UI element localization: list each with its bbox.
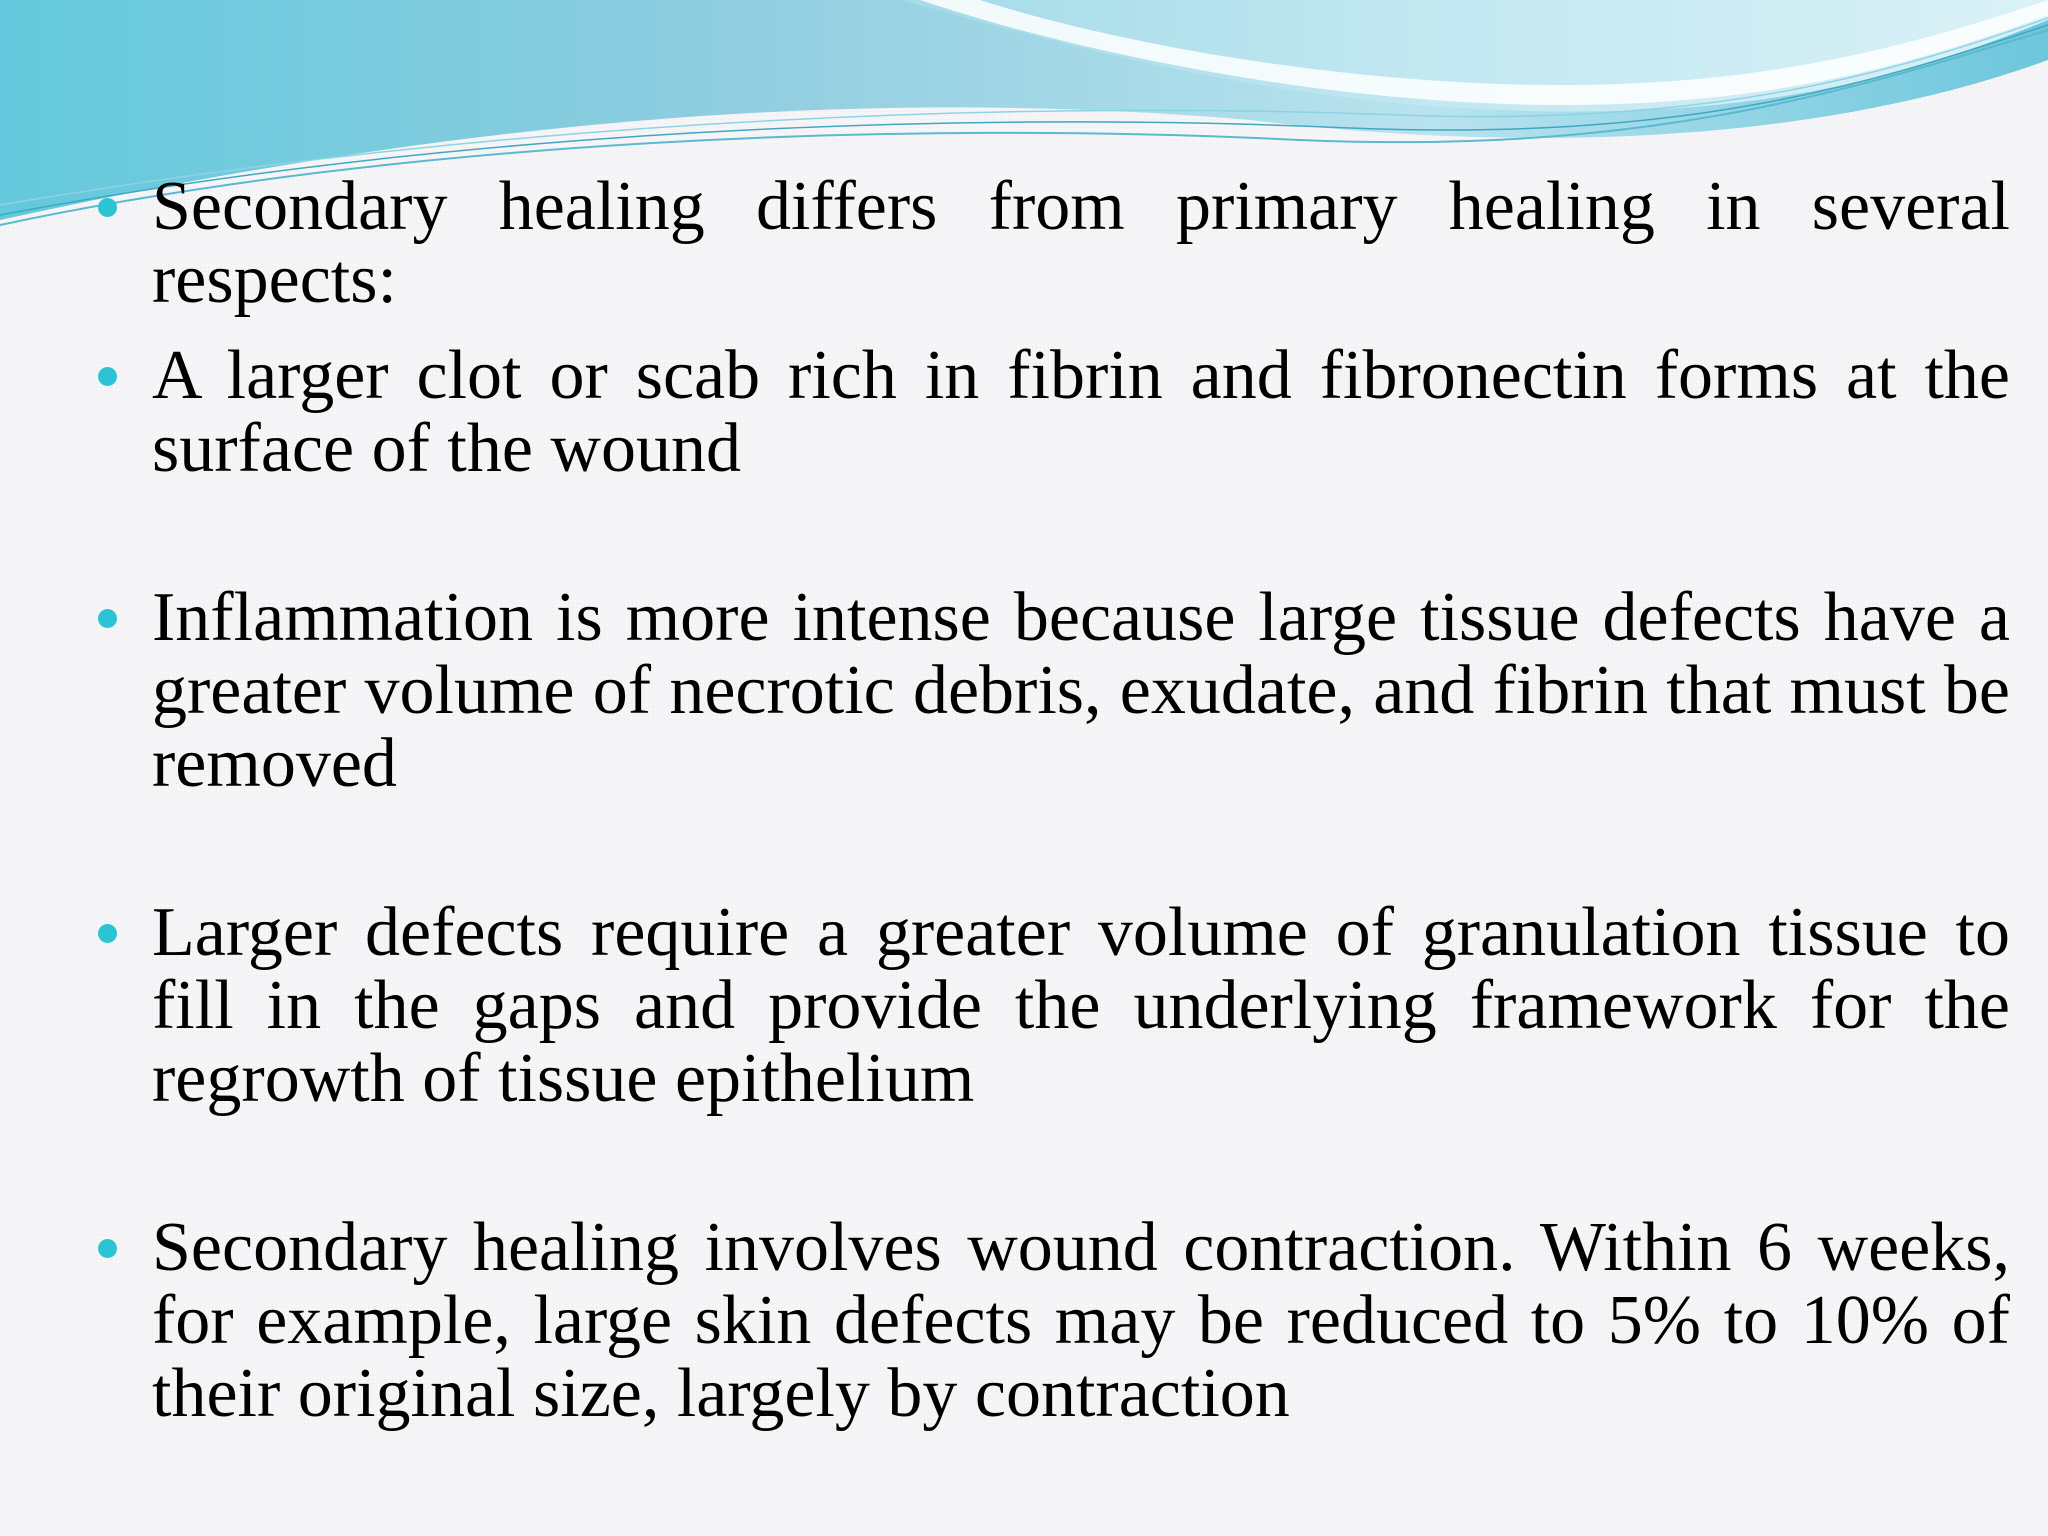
bullet-dot-icon: [98, 1239, 117, 1258]
bullet-item: [92, 581, 2010, 800]
bullet-text: Larger defects require a greater volume of granulation tissue to fill in the gaps and provide the underlying framework for the regrowth of tissue epithelium: [152, 894, 2010, 1117]
bullet-dot-icon: [98, 198, 117, 217]
bullet-text: Inflammation is more intense because large tissue defects have a greater volume of necrotic debris, exudate, and fibrin that must be removed: [152, 579, 2010, 802]
bullet-list: [92, 170, 2010, 1430]
bullet-item: [92, 339, 2010, 485]
bullet-item: [92, 896, 2010, 1115]
bullet-item: [92, 1211, 2010, 1430]
bullet-text: A larger clot or scab rich in fibrin and fibronectin forms at the surface of the wound: [152, 337, 2010, 487]
bullet-dot-icon: [98, 367, 117, 386]
bullet-item: [92, 170, 2010, 316]
bullet-text: Secondary healing involves wound contraction. Within 6 weeks, for example, large skin defects may be reduced to 5% to 10% of their original size, largely by contraction: [152, 1209, 2010, 1432]
bullet-dot-icon: [98, 924, 117, 943]
bullet-text: Secondary healing differs from primary healing in several respects:: [152, 168, 2010, 318]
bullet-dot-icon: [98, 609, 117, 628]
